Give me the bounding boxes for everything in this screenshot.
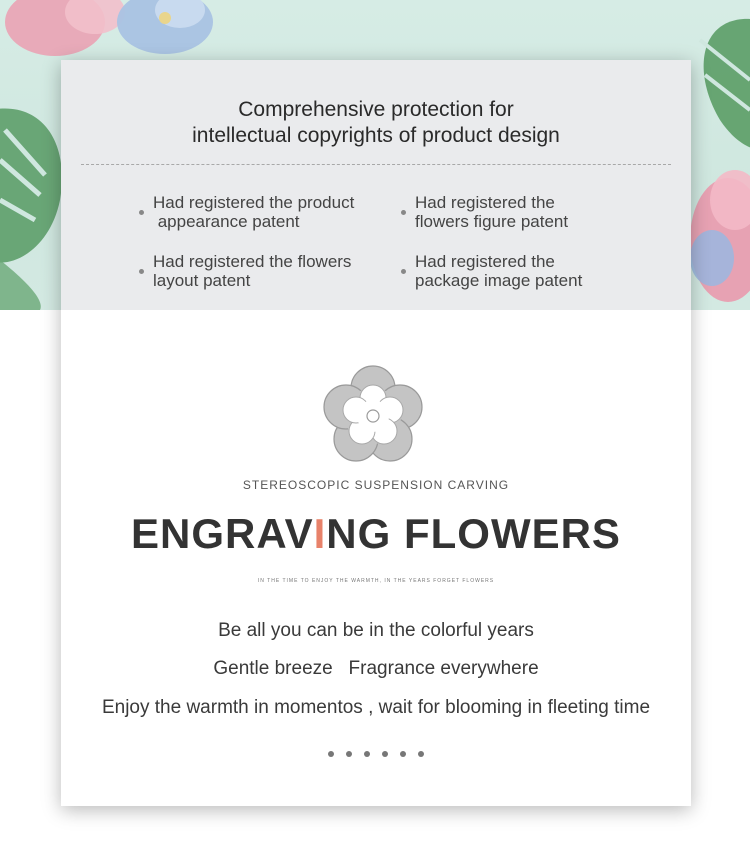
title-part-1: ENGRAV xyxy=(131,510,314,557)
flower-icon xyxy=(317,360,429,470)
patent-line-2: flowers figure patent xyxy=(415,212,569,231)
decorative-dot xyxy=(400,751,406,757)
product-card xyxy=(61,60,691,806)
patent-item xyxy=(139,193,354,231)
patent-item xyxy=(139,252,351,290)
patent-line-1: Had registered the xyxy=(415,252,555,271)
dashed-divider xyxy=(81,164,671,165)
bullet-dot xyxy=(401,210,406,215)
description-line: Enjoy the warmth in momentos , wait for blooming in fleeting time xyxy=(101,697,651,718)
decorative-dot xyxy=(382,751,388,757)
subtitle: STEREOSCOPIC SUSPENSION CARVING xyxy=(242,478,510,492)
bullet-dot xyxy=(139,210,144,215)
decorative-dot xyxy=(346,751,352,757)
bullet-dot xyxy=(401,269,406,274)
heading-line-2: intellectual copyrights of product design xyxy=(192,124,560,147)
decorative-dot xyxy=(328,751,334,757)
copyright-panel xyxy=(61,60,691,310)
tagline: IN THE TIME TO ENJOY THE WARMTH, IN THE YEARS FORGET FLOWERS xyxy=(257,578,495,584)
copyright-heading xyxy=(61,97,691,149)
title-part-2: NG FLOWERS xyxy=(326,510,621,557)
title-accent-letter: I xyxy=(313,510,327,557)
patent-line-2: layout patent xyxy=(153,271,251,290)
patent-item xyxy=(401,252,582,290)
patent-line-1: Had registered the product xyxy=(153,193,355,212)
heading-line-1: Comprehensive protection for xyxy=(238,98,514,121)
decorative-dot xyxy=(364,751,370,757)
patent-line-1: Had registered the xyxy=(415,193,555,212)
bullet-dot xyxy=(139,269,144,274)
decorative-dot xyxy=(418,751,424,757)
patent-line-2: package image patent xyxy=(415,271,583,290)
patent-item xyxy=(401,193,568,231)
patent-line-2: appearance patent xyxy=(153,212,300,231)
main-title xyxy=(61,510,691,558)
patent-line-1: Had registered the flowers xyxy=(153,252,352,271)
description-line: Gentle breeze Fragrance everywhere xyxy=(213,658,539,679)
description-line: Be all you can be in the colorful years xyxy=(218,620,534,641)
dot-divider xyxy=(61,751,691,757)
